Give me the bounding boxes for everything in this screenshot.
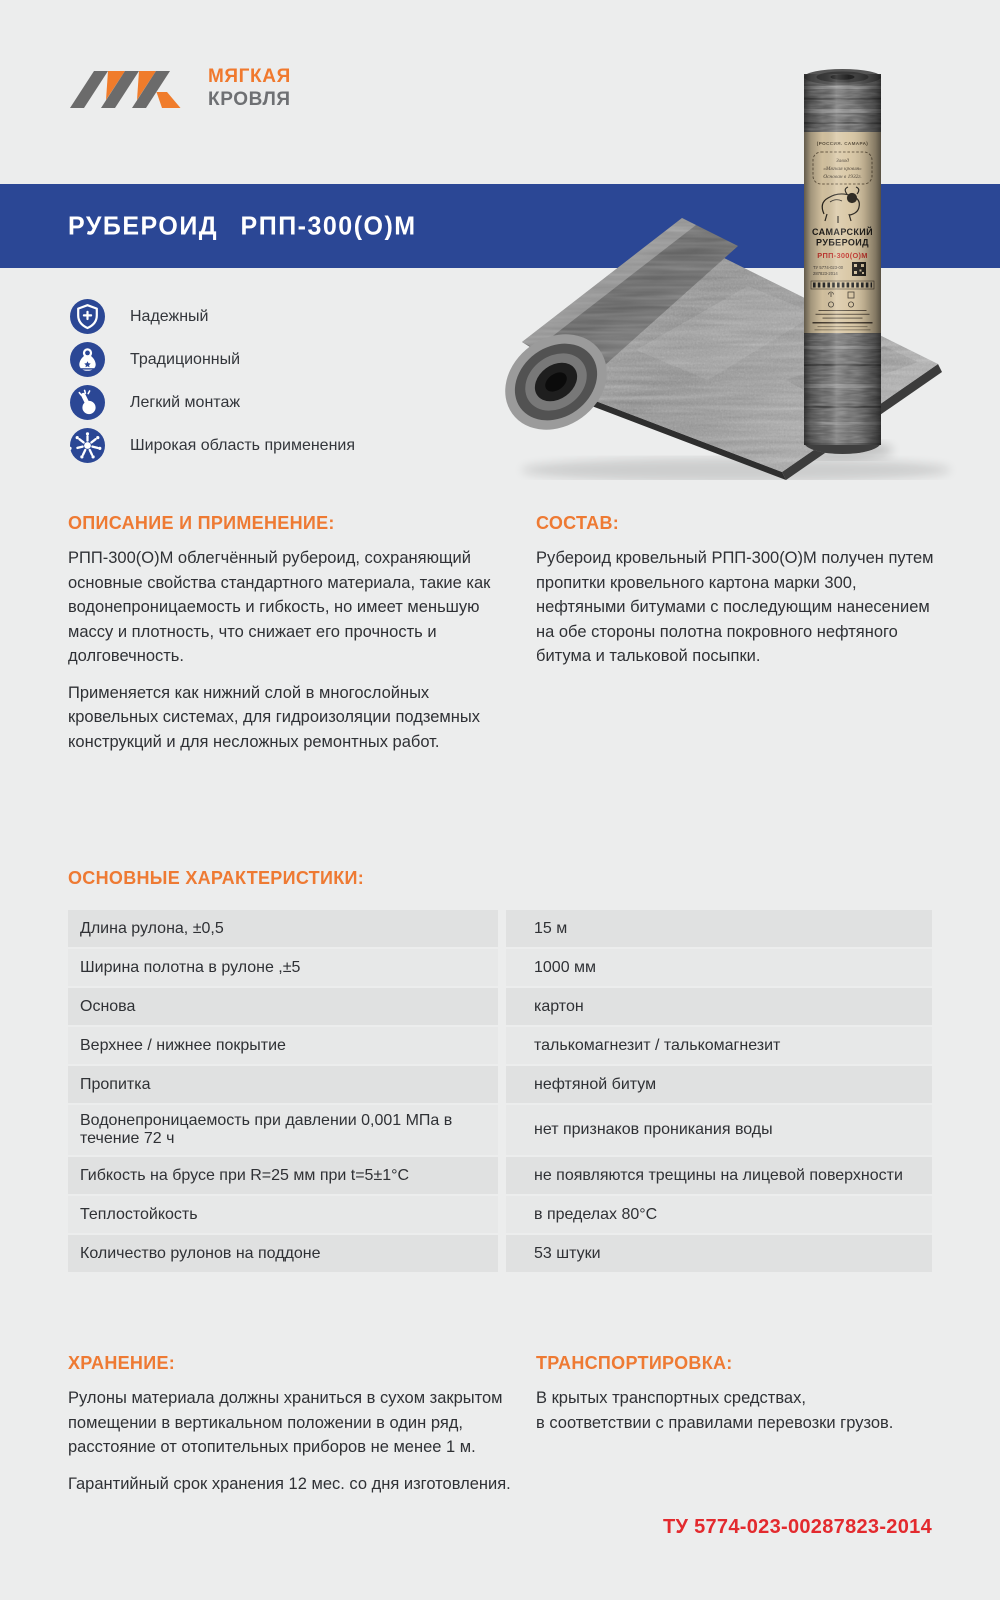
table-row	[68, 949, 932, 986]
transport-paragraph	[536, 1386, 936, 1435]
table-row	[68, 1235, 932, 1272]
feature-label: Широкая область применения	[130, 436, 356, 454]
characteristic-name: Ширина полотна в рулоне ,±5	[68, 949, 498, 986]
table-row	[68, 1066, 932, 1103]
feature-label: Традиционный	[130, 350, 241, 368]
section-storage	[68, 1353, 512, 1496]
characteristics-header: ОСНОВНЫЕ ХАРАКТЕРИСТИКИ:	[68, 868, 365, 888]
composition-header: СОСТАВ:	[536, 513, 620, 533]
certificate-number: ТУ 5774-023-00287823-2014	[662, 1516, 932, 1538]
characteristics-table	[68, 910, 932, 1274]
description-paragraph: РПП-300(О)М облегчённый рубероид, сохраняющий основные свойства стандартного материала, такие как водонепроницаемость и гибкость, но имеет меньшую массу и плотность, что снижает его прочность и долговечность.	[68, 549, 491, 665]
table-row	[68, 1196, 932, 1233]
sheet-shadow	[521, 458, 951, 480]
company-name-line1: МЯГКАЯ	[208, 66, 291, 87]
characteristic-name: Теплостойкость	[68, 1196, 498, 1233]
transport-line: В крытых транспортных средствах,	[536, 1389, 806, 1407]
table-row	[68, 910, 932, 947]
characteristic-value: 1000 мм	[506, 949, 932, 986]
characteristic-name: Верхнее / нижнее покрытие	[68, 1027, 498, 1064]
characteristic-value: в пределах 80°С	[506, 1196, 932, 1233]
matryoshka-icon	[70, 342, 105, 377]
characteristic-name: Водонепроницаемость при давлении 0,001 МПа в течение 72 ч	[68, 1105, 498, 1155]
table-row	[68, 988, 932, 1025]
feature-list	[70, 299, 355, 471]
feature-label: Легкий монтаж	[130, 393, 241, 411]
storage-header: ХРАНЕНИЕ:	[68, 1353, 176, 1373]
characteristic-name: Основа	[68, 988, 498, 1025]
characteristic-name: Длина рулона, ±0,5	[68, 910, 498, 947]
characteristic-value: нет признаков проникания воды	[506, 1105, 932, 1155]
company-name	[208, 65, 291, 111]
description-paragraph: Применяется как нижний слой в многослойных кровельных системах, для гидроизоляции подземных конструкций и для несложных ремонтных работ.	[68, 683, 480, 751]
characteristic-name: Гибкость на брусе при R=25 мм при t=5±1°С	[68, 1157, 498, 1194]
feature-label: Надежный	[130, 307, 209, 325]
table-row	[68, 1027, 932, 1064]
table-row	[68, 1157, 932, 1194]
feature-item-traditional	[70, 342, 355, 377]
table-row	[68, 1105, 932, 1155]
feature-item-wide-application	[70, 428, 355, 463]
company-logo	[68, 64, 291, 112]
characteristic-name: Количество рулонов на поддоне	[68, 1235, 498, 1272]
characteristic-value: не появляются трещины на лицевой поверхности	[506, 1157, 932, 1194]
shield-plus-icon	[70, 299, 105, 334]
transport-line: в соответствии с правилами перевозки грузов.	[536, 1413, 894, 1432]
product-photo	[486, 46, 986, 480]
characteristic-value: нефтяной битум	[506, 1066, 932, 1103]
mk-logo-icon	[68, 64, 192, 112]
hand-click-icon	[70, 385, 105, 420]
section-description	[68, 513, 510, 754]
composition-paragraph: Рубероид кровельный РПП-300(О)М получен путем пропитки кровельного картона марки 300, нефтяными битумами с последующим нанесением на обе стороны полотна покровного нефтяного битума и тальковой посыпки.	[536, 549, 934, 665]
storage-paragraph: Гарантийный срок хранения 12 мес. со дня изготовления.	[68, 1474, 511, 1493]
company-name-line2: КРОВЛЯ	[208, 89, 291, 110]
burst-icon	[70, 428, 105, 463]
section-composition	[536, 513, 936, 669]
characteristic-value: картон	[506, 988, 932, 1025]
characteristic-value: талькомагнезит / талькомагнезит	[506, 1027, 932, 1064]
wrapped-roll	[804, 69, 881, 454]
feature-item-easy-install	[70, 385, 355, 420]
product-title: РУБЕРОИД РПП-300(О)М	[68, 210, 417, 241]
storage-paragraph: Рулоны материала должны храниться в сухом закрытом помещении в вертикальном положении в один ряд, расстояние от отопительных приборов не менее 1 м.	[68, 1389, 503, 1456]
feature-item-reliable	[70, 299, 355, 334]
section-transport	[536, 1353, 936, 1435]
characteristic-value: 53 штуки	[506, 1235, 932, 1272]
characteristic-value: 15 м	[506, 910, 932, 947]
description-header: ОПИСАНИЕ И ПРИМЕНЕНИЕ:	[68, 513, 335, 533]
characteristic-name: Пропитка	[68, 1066, 498, 1103]
transport-header: ТРАНСПОРТИРОВКА:	[536, 1353, 733, 1373]
